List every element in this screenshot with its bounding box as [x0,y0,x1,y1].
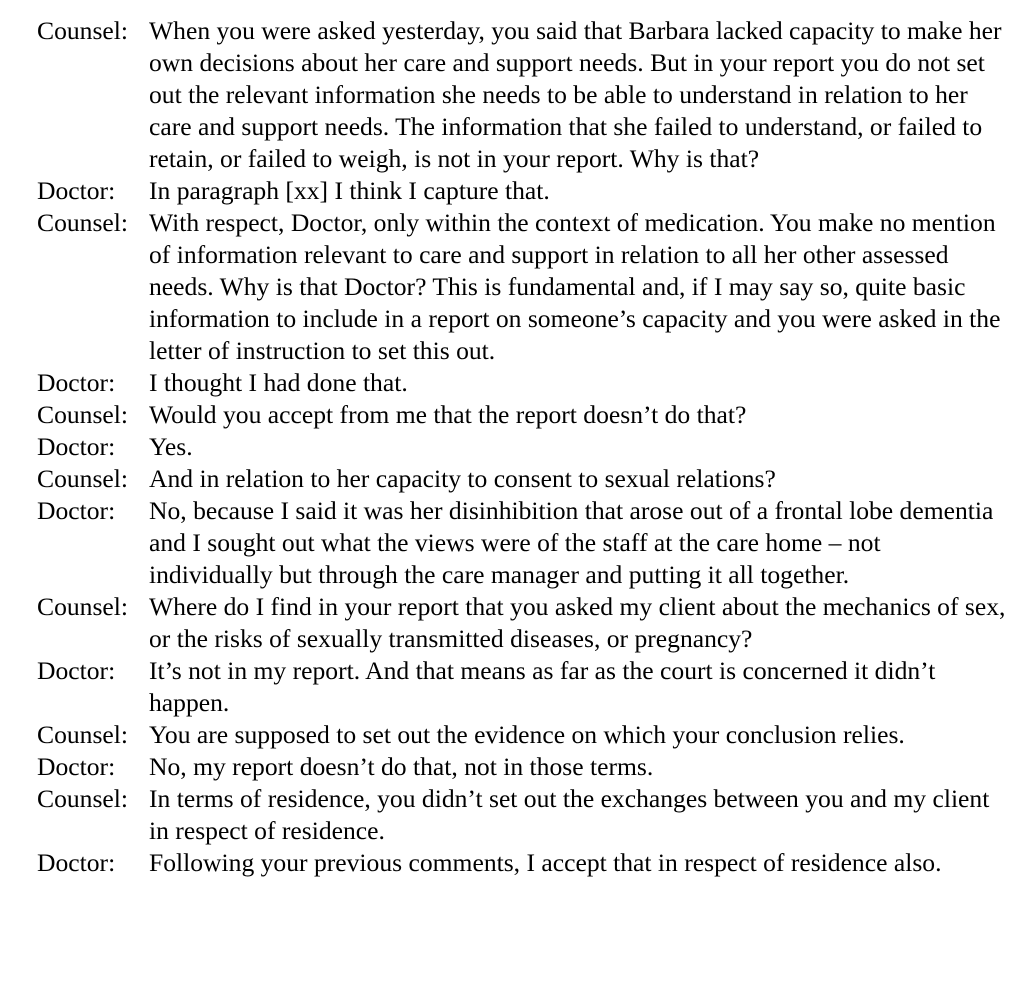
transcript-turn [37,431,1007,463]
speech-text: Where do I find in your report that you asked my client about the mechanics of sex, or the risks of sexually transmitted diseases, or pregnancy? [149,592,1006,653]
speaker-label: Counsel: [37,720,129,749]
transcript-turn [37,463,1007,495]
speaker-label: Doctor: [37,176,116,205]
speech-text: Following your previous comments, I accept that in respect of residence also. [149,848,942,877]
speech-text: When you were asked yesterday, you said that Barbara lacked capacity to make her own decisions about her care and support needs. But in your report you do not set out the relevant information she needs to be able to understand in relation to her care and support needs. The information that she failed to understand, or failed to retain, or failed to weigh, is not in your report. Why is that? [149,16,1002,173]
transcript-turn [37,367,1007,399]
transcript-turn [37,751,1007,783]
speech-text: In terms of residence, you didn’t set out the exchanges between you and my client in respect of residence. [149,784,990,845]
transcript-turn [37,847,1007,879]
transcript-turn [37,719,1007,751]
speaker-label: Doctor: [37,752,116,781]
speaker-label: Counsel: [37,592,129,621]
speaker-label: Counsel: [37,400,129,429]
speech-text: Yes. [149,432,193,461]
transcript-turn [37,783,1007,847]
transcript [37,15,1007,879]
speech-text: With respect, Doctor, only within the context of medication. You make no mention of information relevant to care and support in relation to all her other assessed needs. Why is that Doctor? This is fundamental and, if I may say so, quite basic information to include in a report on someone’s capacity and you were asked in the letter of instruction to set this out. [149,208,1001,365]
speaker-label: Doctor: [37,368,116,397]
speaker-label: Counsel: [37,784,129,813]
speech-text: It’s not in my report. And that means as far as the court is concerned it didn’t happen. [149,656,936,717]
speaker-label: Doctor: [37,848,116,877]
transcript-turn [37,655,1007,719]
transcript-turn [37,15,1007,175]
speech-text: No, my report doesn’t do that, not in those terms. [149,752,654,781]
transcript-turn [37,175,1007,207]
transcript-turn [37,207,1007,367]
speaker-label: Counsel: [37,16,129,45]
transcript-turn [37,399,1007,431]
speaker-label: Doctor: [37,496,116,525]
transcript-turn [37,591,1007,655]
speech-text: In paragraph [xx] I think I capture that. [149,176,550,205]
speech-text: And in relation to her capacity to consent to sexual relations? [149,464,776,493]
speech-text: Would you accept from me that the report doesn’t do that? [149,400,747,429]
speaker-label: Doctor: [37,656,116,685]
speech-text: I thought I had done that. [149,368,408,397]
speaker-label: Counsel: [37,208,129,237]
transcript-turn [37,495,1007,591]
speaker-label: Doctor: [37,432,116,461]
speech-text: No, because I said it was her disinhibition that arose out of a frontal lobe dementia and I sought out what the views were of the staff at the care home – not individually but through the care manager and putting it all together. [149,496,994,589]
speech-text: You are supposed to set out the evidence on which your conclusion relies. [149,720,905,749]
speaker-label: Counsel: [37,464,129,493]
